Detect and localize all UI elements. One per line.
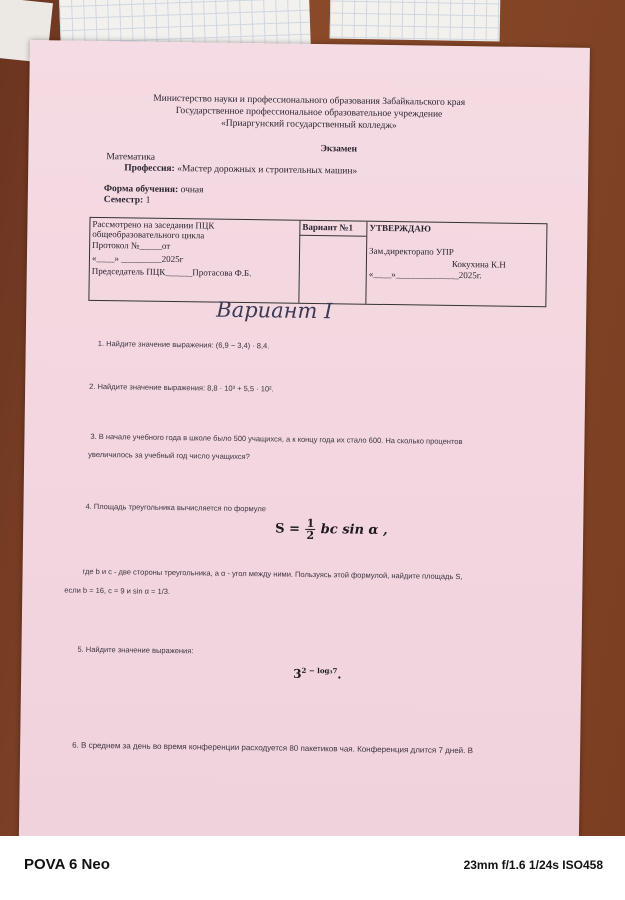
formula-rhs: bc sin α , — [320, 522, 388, 539]
phone-brand: POVA 6 Neo — [24, 856, 110, 873]
subject: Математика — [106, 152, 156, 163]
task-5-line-1: 5. Найдите значение выражения: — [77, 644, 194, 656]
approve-date: «____»______________2025г. — [368, 268, 482, 281]
approve-title: УТВЕРЖДАЮ — [369, 222, 432, 234]
task-2: 2. Найдите значение выражения: 8,8 · 10³ + 5,5 · 10². — [89, 381, 274, 394]
area-formula — [275, 517, 388, 542]
form-label: Форма обучения: — [103, 184, 179, 196]
task-4-line-1: 4. Площадь треугольника вычисляется по формуле — [85, 501, 266, 514]
formula-lhs: S = — [275, 521, 301, 537]
formula-numerator: 1 — [306, 516, 315, 531]
form-line — [104, 184, 204, 195]
camera-info: 23mm f/1.6 1/24s ISO458 — [463, 858, 603, 872]
handwritten-variant: Вариант I — [216, 297, 333, 324]
semester-line — [104, 195, 151, 206]
expression-base: 3 — [293, 666, 302, 681]
approval-table — [88, 217, 547, 307]
camera-watermark-bar — [0, 836, 625, 900]
task-1: 1. Найдите значение выражения: (6,9 − 3,4) · 8,4. — [97, 338, 270, 351]
exam-sheet — [19, 40, 590, 836]
task-4-line-3: если b = 16, c = 9 и sin α = 1/3. — [64, 585, 171, 597]
profession-line — [124, 163, 357, 176]
expression-end: . — [337, 667, 342, 682]
expression-exponent: 2 − log₃7 — [301, 665, 338, 676]
semester-value: 1 — [145, 195, 151, 206]
formula-fraction — [305, 518, 315, 541]
profession-value: «Мастер дорожных и строительных машин» — [177, 164, 358, 177]
form-value: очная — [180, 185, 204, 196]
formula-denominator: 2 — [306, 528, 315, 543]
header-line-3: «Приаргунский государственный колледж» — [220, 118, 397, 132]
semester-label: Семестр: — [103, 195, 144, 206]
table-left-line-3: Протокол №_____от — [92, 239, 171, 251]
power-expression — [293, 666, 342, 682]
task-3-line-2: увеличилось за учебный год число учащихся? — [88, 449, 250, 462]
profession-label: Профессия: — [124, 163, 175, 175]
task-6-line-1: 6. В среднем за день во время конференции расходуется 80 пакетиков чая. Конференция длится 7 дней. В — [72, 740, 474, 756]
approve-role: Зам.директорапо УПР — [369, 245, 454, 257]
task-4-line-2: где b и c - две стороны треугольника, а α - угол между ними. Пользуясь этой формулой, найдите площадь S, — [82, 566, 463, 582]
approve-name: Кокухина К.Н — [451, 258, 506, 270]
table-left-line-4: «____» _________2025г — [91, 252, 184, 265]
table-left-line-1: Рассмотрено на заседании ПЦК — [92, 218, 215, 231]
header-line-1: Министерство науки и профессионального образования Забайкальского края — [153, 93, 466, 109]
table-left-line-5: Председатель ПЦК______Протасова Ф.Б. — [91, 265, 252, 279]
graph-paper-sheet — [330, 0, 501, 41]
exam-title: Экзамен — [320, 144, 358, 155]
header-line-2: Государственное профессиональное образовательное учреждение — [175, 106, 443, 120]
task-3-line-1: 3. В начале учебного года в школе было 500 учащихся, а к концу года их стало 600. На сколько процентов — [90, 431, 463, 447]
variant-cell: Вариант №1 — [302, 221, 354, 233]
table-left-line-2: общеобразовательного цикла — [92, 228, 205, 241]
